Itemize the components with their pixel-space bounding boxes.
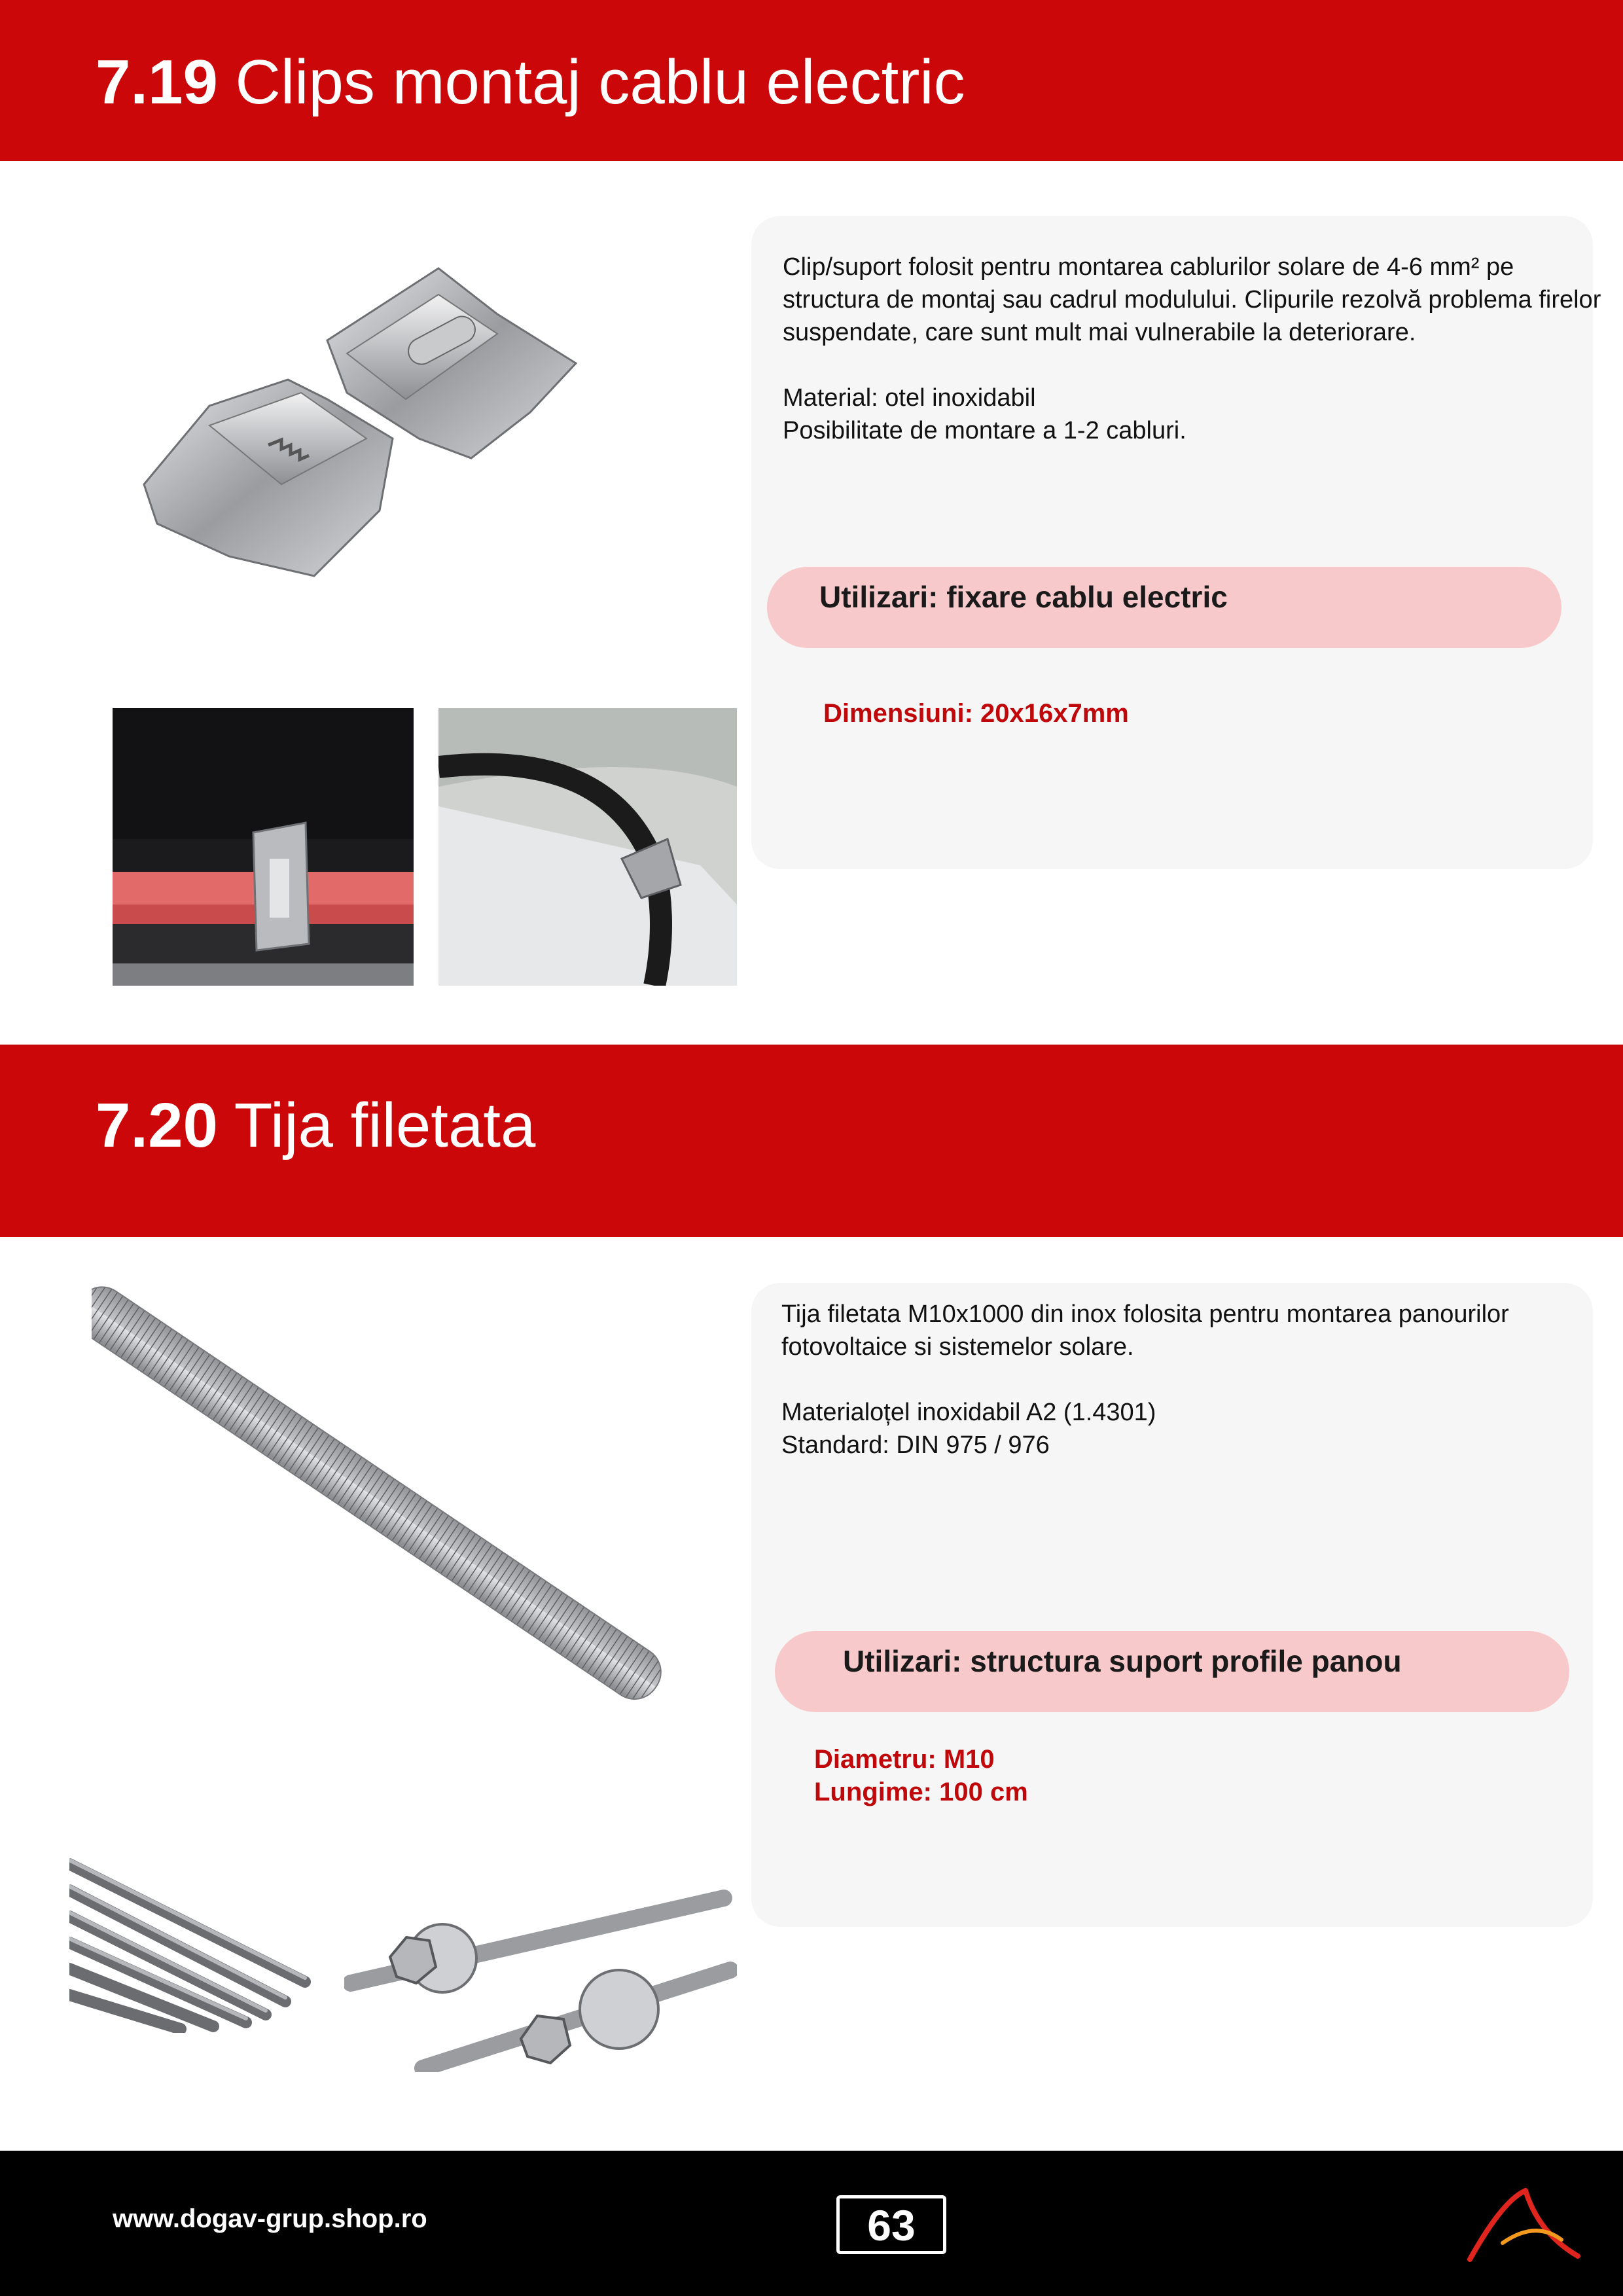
threaded-rod-bundle-photo bbox=[69, 1851, 325, 2033]
section-title-text: Clips montaj cablu electric bbox=[235, 47, 965, 117]
website-link[interactable]: www.dogav-grup.shop.ro bbox=[113, 2204, 427, 2233]
cable-clip-product-image bbox=[131, 249, 589, 589]
clip-panel-edge-photo bbox=[438, 708, 737, 986]
usage-text: Utilizari: structura suport profile panou bbox=[843, 1644, 1402, 1678]
spec-dimensions: Dimensiuni: 20x16x7mm bbox=[823, 699, 1129, 728]
page-number: 63 bbox=[836, 2195, 946, 2254]
section-title bbox=[96, 47, 965, 117]
usage-pill bbox=[767, 567, 1561, 648]
product-description: Clip/suport folosit pentru montarea cablurilor solare de 4-6 mm² pe structura de montaj sau cadrul modulului. Clipurile rezolvă problema firelor suspendate, care sunt mult mai vulnerabile la deteriorare. Material: otel inoxidabil Posibilitate de montare a 1-2 cabluri. bbox=[783, 253, 1601, 444]
section-header-7-20 bbox=[0, 1045, 1623, 1237]
section-number: 7.19 bbox=[96, 47, 218, 117]
brand-logo-icon bbox=[1463, 2187, 1581, 2266]
section-title-text: Tija filetata bbox=[234, 1090, 536, 1160]
section-number: 7.20 bbox=[96, 1090, 218, 1160]
clip-installed-photo bbox=[113, 708, 414, 986]
threaded-rod-with-nuts-photo bbox=[344, 1885, 737, 2072]
section-header-7-19 bbox=[0, 0, 1623, 161]
usage-text: Utilizari: fixare cablu electric bbox=[819, 580, 1228, 614]
threaded-rod-product-image bbox=[92, 1280, 713, 1738]
product-description: Tija filetata M10x1000 din inox folosita pentru montarea panourilor fotovoltaice si sistemelor solare. Materialoțel inoxidabil A2 (1.4301) Standard: DIN 975 / 976 bbox=[781, 1300, 1509, 1459]
spec-length: Lungime: 100 cm bbox=[814, 1778, 1028, 1806]
section-title bbox=[96, 1090, 536, 1160]
spec-diameter: Diametru: M10 bbox=[814, 1745, 995, 1774]
usage-pill bbox=[775, 1631, 1569, 1712]
page-footer bbox=[0, 2151, 1623, 2296]
